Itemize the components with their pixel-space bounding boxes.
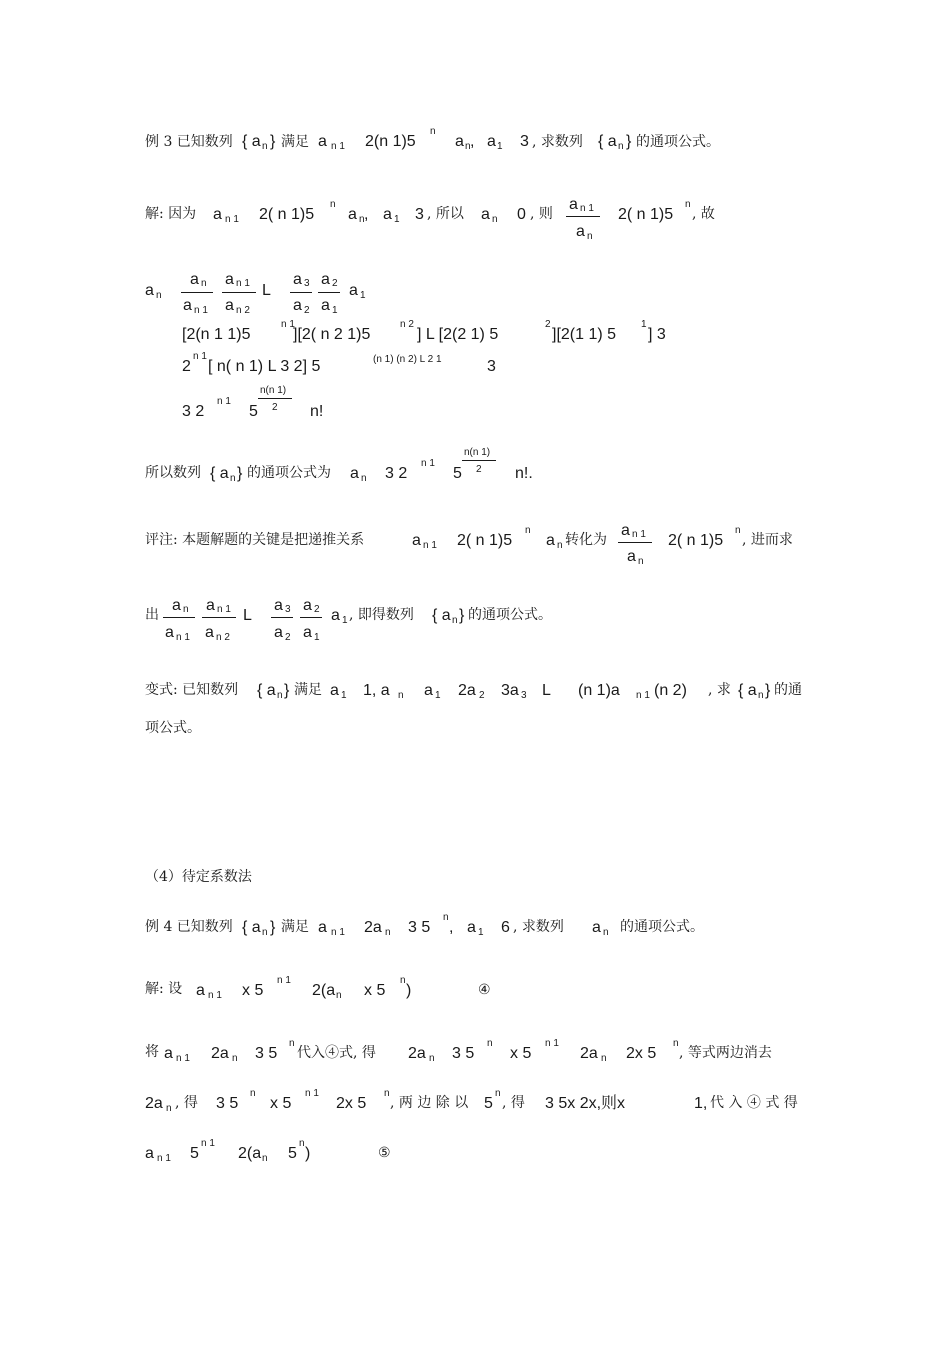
math-run: 2(a [238, 1145, 262, 1162]
math-run: 3a [501, 682, 519, 699]
text-run: , 求数列 [513, 919, 564, 935]
math-run: 3 2 [385, 465, 408, 482]
math-script: 2 [304, 305, 310, 316]
text-run: 的通项公式为 [247, 465, 331, 481]
math-run: 3 [415, 206, 424, 223]
math-run: a [412, 532, 421, 549]
math-script: 2 [314, 604, 320, 615]
text-run: 例 4 已知数列 [145, 919, 233, 935]
math-run: a [481, 206, 490, 223]
math-run: { a [738, 682, 757, 699]
math-script: n 1 [423, 540, 437, 551]
math-run: a [592, 919, 601, 936]
math-run: L [542, 682, 551, 699]
text-run: 变式: 已知数列 [145, 682, 239, 698]
math-run: { a [242, 919, 261, 936]
math-run: 2(a [312, 982, 336, 999]
math-run: L [262, 282, 271, 299]
math-script: n [384, 1088, 390, 1099]
math-script: (n 1) (n 2) L 2 1 [373, 354, 442, 365]
math-script: n 2 [236, 305, 250, 316]
math-run: a [349, 282, 358, 299]
math-script: 2 [285, 632, 291, 643]
math-script: 1 [314, 632, 320, 643]
math-run: ) [305, 1145, 311, 1162]
math-run: a [293, 271, 302, 288]
math-run: , [364, 206, 369, 223]
math-run: (n 2) [654, 682, 687, 699]
math-script: 3 [304, 278, 310, 289]
math-script: 1 [641, 319, 647, 330]
math-run: a [293, 297, 302, 314]
math-run: 2x 5 [336, 1095, 367, 1112]
math-script: n [359, 214, 365, 225]
math-script: n [277, 690, 283, 701]
math-script: n [336, 990, 342, 1001]
text-run: 的通项公式。 [468, 607, 552, 623]
math-script: n 2 [400, 319, 414, 330]
math-script: n [557, 540, 563, 551]
math-script: 1 [360, 290, 366, 301]
math-run: 3 5 [408, 919, 431, 936]
math-run: x 5 [510, 1045, 532, 1062]
math-script: n [385, 927, 391, 938]
text-run: , 则 [530, 206, 553, 222]
math-script: n [492, 214, 498, 225]
text-run: , 得 [175, 1095, 198, 1111]
math-run: a [190, 271, 199, 288]
math-run: 3 2 [182, 403, 205, 420]
math-script: 1 [394, 214, 400, 225]
math-script: n 1 [225, 214, 239, 225]
math-script: 1 [342, 615, 348, 626]
math-run: a [274, 624, 283, 641]
text-run: 所以数列 [145, 465, 201, 481]
math-run: 3 [487, 358, 496, 375]
math-run: a [225, 297, 234, 314]
text-run: ④ [478, 982, 491, 998]
math-script: n [495, 1088, 501, 1099]
math-script: n 1 [217, 396, 231, 407]
math-run: 3 5x 2x,则x [545, 1095, 626, 1112]
math-run: a [467, 919, 476, 936]
math-run: 3 5 [255, 1045, 278, 1062]
math-run: 6 [501, 919, 510, 936]
math-run: 3 [520, 133, 529, 150]
math-run: a [569, 196, 578, 213]
math-run: a [331, 607, 340, 624]
math-run: a [321, 297, 330, 314]
math-run: 2( n 1)5 [618, 206, 674, 223]
math-run: 1, [694, 1095, 708, 1112]
math-run: } [765, 682, 771, 699]
math-run: a [621, 522, 630, 539]
text-run: 评注: 本题解题的关键是把递推关系 [145, 532, 365, 548]
text-run: 代 入 ④ 式 得 [710, 1095, 798, 1111]
math-run: a [576, 223, 585, 240]
math-script: n [452, 615, 458, 626]
math-run: 2a [145, 1095, 163, 1112]
math-run: a [350, 465, 359, 482]
math-run: 2(n 1)5 [365, 133, 416, 150]
text-run: , 等式两边消去 [679, 1045, 772, 1061]
math-script: n [262, 141, 268, 152]
text-run: 满足 [281, 919, 309, 935]
math-run: 3 5 [452, 1045, 475, 1062]
math-run: 1, a [363, 682, 390, 699]
math-script: n [465, 141, 471, 152]
math-run: , [449, 919, 454, 936]
math-script: n 1 [632, 529, 646, 540]
math-script: n [603, 927, 609, 938]
text-run: , 进而求 [742, 532, 793, 548]
math-run: a [318, 133, 327, 150]
math-run: } [459, 607, 465, 624]
text-run: 将 [145, 1044, 159, 1060]
math-run: a [205, 624, 214, 641]
math-script: n [289, 1038, 295, 1049]
math-run: a [321, 271, 330, 288]
text-run: 转化为 [565, 532, 607, 548]
text-run: 的通 [774, 682, 802, 698]
math-script: n [398, 690, 404, 701]
math-run: } [237, 465, 243, 482]
math-script: n [430, 126, 436, 137]
math-run: 2a [580, 1045, 598, 1062]
math-script: n [262, 1153, 268, 1164]
math-run: a [274, 597, 283, 614]
math-script: n [201, 278, 207, 289]
text-run: 解: 设 [145, 981, 183, 997]
math-script: n 1 [281, 319, 295, 330]
math-run: a [627, 548, 636, 565]
math-run: a [206, 597, 215, 614]
math-script: n [232, 1053, 238, 1064]
math-script: n 1 [217, 604, 231, 615]
math-script: n 1 [176, 1053, 190, 1064]
text-run: 例 3 已知数列 [145, 134, 233, 150]
text-run: ⑤ [378, 1145, 391, 1161]
math-run: a [196, 982, 205, 999]
math-script: n 1 [193, 351, 207, 362]
math-script: n 1 [201, 1138, 215, 1149]
math-run: a [330, 682, 339, 699]
math-run: a [213, 206, 222, 223]
math-run: a [164, 1045, 173, 1062]
math-script: n [618, 141, 624, 152]
math-run: a [487, 133, 496, 150]
math-script: n(n 1) [260, 385, 287, 396]
math-run: { a [598, 133, 617, 150]
math-script: n [299, 1138, 305, 1149]
math-run: 2( n 1)5 [457, 532, 513, 549]
math-script: n 1 [421, 458, 435, 469]
text-run: , 得 [502, 1095, 525, 1111]
math-run: } [626, 133, 632, 150]
math-run: n! [310, 403, 324, 420]
math-run: a [172, 597, 181, 614]
math-script: n [400, 975, 406, 986]
math-run: 2a [458, 682, 476, 699]
math-run: { a [210, 465, 229, 482]
math-run: [2(n 1 1)5 [182, 326, 251, 343]
text-run: 解: 因为 [145, 206, 197, 222]
text-run: , 求数列 [532, 134, 583, 150]
math-script: 2 [476, 464, 482, 475]
math-script: n 1 [208, 990, 222, 1001]
text-run: , 所以 [427, 206, 464, 222]
math-script: n 1 [236, 278, 250, 289]
math-script: 3 [521, 690, 527, 701]
text-run: , 两 边 除 以 [390, 1095, 469, 1111]
text-run: 满足 [294, 682, 322, 698]
text-run: 代入④式, 得 [297, 1045, 376, 1061]
math-script: n [525, 525, 531, 536]
math-script: 3 [285, 604, 291, 615]
math-script: n [587, 231, 593, 242]
math-script: 2 [479, 690, 485, 701]
math-script: n 1 [331, 927, 345, 938]
math-script: n [638, 556, 644, 567]
math-run: a [165, 624, 174, 641]
math-run: 2( n 1)5 [668, 532, 724, 549]
text-run: , 求 [708, 682, 731, 698]
math-run: n!. [515, 465, 533, 482]
math-script: n 1 [331, 141, 345, 152]
math-run: 5 [453, 465, 462, 482]
math-run: (n 1)a [578, 682, 620, 699]
math-script: 1 [332, 305, 338, 316]
math-run: x 5 [270, 1095, 292, 1112]
math-run: a [145, 1145, 154, 1162]
math-script: n 1 [580, 203, 594, 214]
math-run: x 5 [364, 982, 386, 999]
math-script: n [429, 1053, 435, 1064]
math-script: 2 [332, 278, 338, 289]
math-run: a [348, 206, 357, 223]
math-run: a [424, 682, 433, 699]
math-run: 3 5 [216, 1095, 239, 1112]
math-run: } [270, 919, 276, 936]
text-run: 出 [145, 607, 159, 623]
text-run: （4）待定系数法 [145, 869, 252, 885]
math-script: n [156, 290, 162, 301]
math-script: n(n 1) [464, 447, 491, 458]
math-run: a [183, 297, 192, 314]
math-script: n [183, 604, 189, 615]
math-run: 2a [408, 1045, 426, 1062]
math-script: n 1 [305, 1088, 319, 1099]
math-run: 5 [249, 403, 258, 420]
text-run: 的通项公式。 [620, 919, 704, 935]
math-run: a [225, 271, 234, 288]
math-script: 1 [435, 690, 441, 701]
math-script: 1 [478, 927, 484, 938]
math-script: 2 [272, 402, 278, 413]
math-run: a [546, 532, 555, 549]
math-script: n [685, 199, 691, 210]
math-script: n [361, 473, 367, 484]
math-script: 2 [545, 319, 551, 330]
text-run: 项公式。 [145, 720, 201, 736]
math-script: n 1 [157, 1153, 171, 1164]
math-run: L [243, 607, 252, 624]
math-script: n 1 [277, 975, 291, 986]
math-run: a [455, 133, 464, 150]
text-run: , 故 [692, 206, 715, 222]
math-run: 2x 5 [626, 1045, 657, 1062]
math-run: { a [242, 133, 261, 150]
math-script: 1 [341, 690, 347, 701]
math-script: n [735, 525, 741, 536]
math-script: n [758, 690, 764, 701]
math-script: n [673, 1038, 679, 1049]
math-run: 5 [288, 1145, 297, 1162]
math-script: n 1 [194, 305, 208, 316]
math-run: ) [406, 982, 412, 999]
math-run: 2( n 1)5 [259, 206, 315, 223]
math-script: n [443, 912, 449, 923]
text-run: 满足 [281, 134, 309, 150]
math-script: n [330, 199, 336, 210]
math-run: a [303, 624, 312, 641]
text-run: 的通项公式。 [636, 134, 720, 150]
math-script: 1 [497, 141, 503, 152]
math-script: n 1 [545, 1038, 559, 1049]
math-run: a [318, 919, 327, 936]
text-run: , 即得数列 [349, 607, 414, 623]
math-run: , [470, 133, 475, 150]
math-run: { a [257, 682, 276, 699]
math-run: [ n( n 1) L 3 2] 5 [208, 358, 321, 375]
math-script: n 2 [216, 632, 230, 643]
math-run: ][2(1 1) 5 [552, 326, 617, 343]
math-run: ] L [2(2 1) 5 [417, 326, 499, 343]
math-script: n [230, 473, 236, 484]
math-run: { a [432, 607, 451, 624]
math-run: 2 [182, 358, 191, 375]
math-run: 0 [517, 206, 526, 223]
math-run: a [303, 597, 312, 614]
math-script: n 1 [176, 632, 190, 643]
math-script: n [601, 1053, 607, 1064]
math-script: n [250, 1088, 256, 1099]
math-run: } [270, 133, 276, 150]
math-script: n [166, 1103, 172, 1114]
math-script: n [262, 927, 268, 938]
math-run: 5 [484, 1095, 493, 1112]
math-run: 5 [190, 1145, 199, 1162]
math-script: n [487, 1038, 493, 1049]
math-run: 2a [364, 919, 382, 936]
math-run: x 5 [242, 982, 264, 999]
math-run: ][2( n 2 1)5 [293, 326, 371, 343]
math-script: n 1 [636, 690, 650, 701]
math-run: } [284, 682, 290, 699]
math-run: a [383, 206, 392, 223]
math-run: a [145, 282, 154, 299]
math-run: 2a [211, 1045, 229, 1062]
math-run: ] 3 [648, 326, 666, 343]
